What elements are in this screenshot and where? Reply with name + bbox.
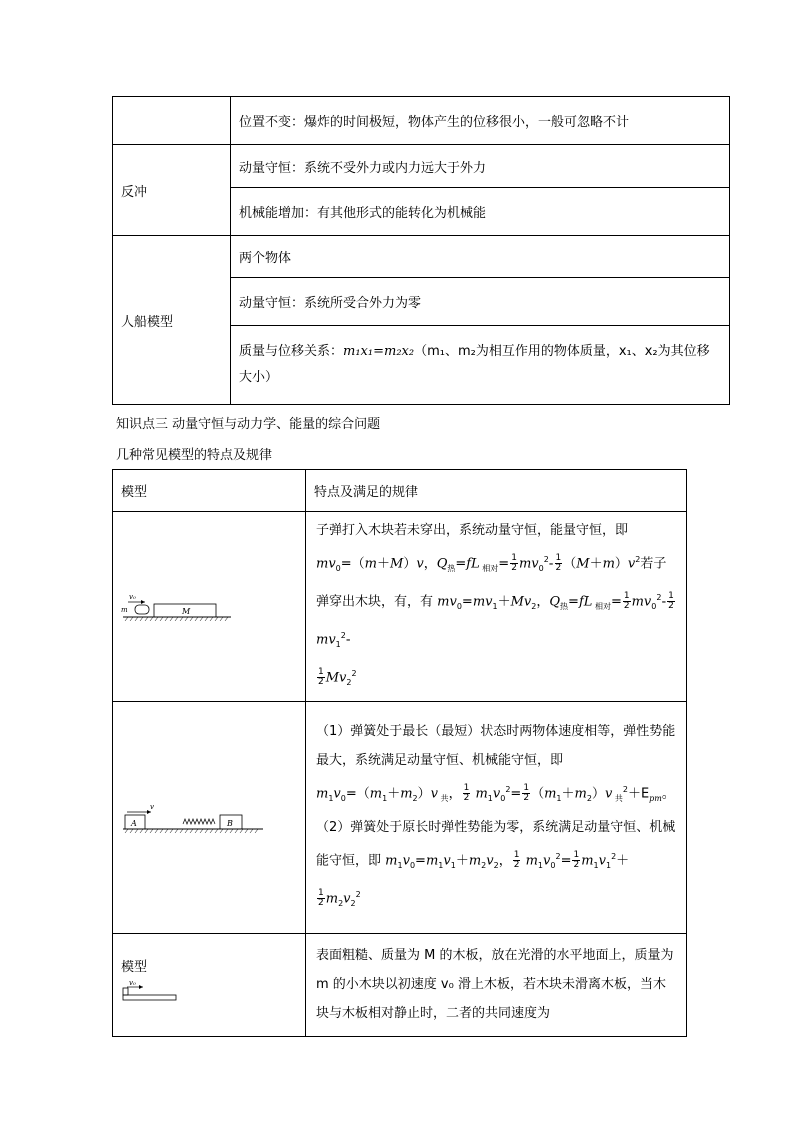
bullet-text-a: 子弹打入木块若未穿出，系统动量守恒，能量守恒，即 — [316, 523, 629, 538]
boat-row-3 — [231, 326, 730, 405]
bullet-figure-cell — [113, 512, 306, 702]
boat-label: 人船模型 — [113, 236, 231, 405]
fig-B-label: B — [227, 819, 233, 829]
empty-cell — [113, 97, 231, 145]
heading-models: 几种常见模型的特点及规律 — [116, 448, 273, 463]
board-model-label: 模型 — [121, 959, 148, 975]
spring-rules-cell: （1）弹簧处于最长（最短）状态时两物体速度相等，弹性势能最大，系统满足动量守恒、机械能守恒，即 $m_1v_0=(m_1+m_2)v$ $_共$， $\frac{1}{2}$ $m_1v_0^2=$ $\frac{1}{2}$ $(m_1+m_2)v$ $_共^2+E_{pm}$。 （2）弹簧处于原长时弹性势能为零，系统满足动量守恒、机械能守恒，即 $m_1v_0=m_1v_1+m_2v_2$， $\frac{1}{2}$ $m_1v_0^2=$ $\frac{1}{2}$ $m_1v_1^2+$ $\frac{1}{2}$ $m_2v_2^2$ — [306, 701, 687, 933]
board-figure — [121, 975, 241, 1005]
row-position: 位置不变：爆炸的时间极短，物体产生的位移很小，一般可忽略不计 — [231, 97, 730, 145]
spring-shape — [183, 819, 215, 824]
fig-v0-label: v₀ — [129, 593, 136, 602]
header-model: 模型 — [113, 470, 306, 512]
fig-A-label: A — [131, 819, 137, 829]
board-figure-cell — [113, 933, 306, 1036]
boat-mass-prefix: 质量与位移关系： — [239, 344, 344, 359]
bullet-text-b: 若子弹穿出木块，有 — [316, 556, 667, 610]
boat-mass-suffix: （m₁、m₂为相互作用的物体质量，x₁、x₂为其位移大小） — [239, 344, 710, 385]
bullet-rules-cell: 子弹打入木块若未穿出，系统动量守恒，能量守恒，即 $mv_0=(m+M)v$，$Q_热=fL$ $_{相对}$= $\frac{1}{2}$ $mv_0^2-$ $\frac{1}{2}$ $(M+m)v^2$若子弹穿出木块，有，有 $mv_0=mv_1+Mv_2$，$Q_热=fL$ $_{相对}$= $\frac{1}{2}$ $mv_0^2-$ $\frac{1}{2}$ $mv_1^2-$ $\frac{1}{2}$ $Mv_2^2$ — [306, 512, 687, 702]
recoil-label: 反冲 — [113, 145, 231, 236]
recoil-row-2: 机械能增加：有其他形式的能转化为机械能 — [231, 188, 730, 236]
boat-row-2: 动量守恒：系统所受合外力为零 — [231, 278, 730, 326]
spring-text-2: （2）弹簧处于原长时弹性势能为零，系统满足动量守恒、机械能守恒，即 — [316, 819, 676, 869]
header-rules: 特点及满足的规律 — [306, 470, 687, 512]
table-top — [112, 96, 730, 405]
table-models — [112, 469, 687, 1037]
board-fig-v0-label: v₀ — [129, 978, 136, 987]
bullet-shape — [135, 605, 149, 614]
heading-point3: 知识点三 动量守恒与动力学、能量的综合问题 — [116, 417, 381, 432]
spring-text-1: （1）弹簧处于最长（最短）状态时两物体速度相等，弹性势能最大，系统满足动量守恒、机械能守恒，即 — [316, 723, 676, 768]
board-shape — [123, 995, 176, 1000]
spring-figure-cell — [113, 701, 306, 933]
spring-figure — [113, 797, 289, 837]
fig-m-label: m — [121, 606, 128, 615]
bullet-block-figure — [113, 586, 289, 626]
fig-M-label: M — [182, 607, 191, 617]
small-block — [123, 988, 128, 995]
boat-mass-formula: m₁x₁=m₂x₂ — [343, 344, 415, 359]
fig-v-label: v — [150, 803, 154, 812]
board-rules-cell: 表面粗糙、质量为 M 的木板，放在光滑的水平地面上，质量为 m 的小木块以初速度 v₀ 滑上木板，若木块未滑离木板，当木块与木板相对静止时，二者的共同速度为 — [306, 933, 687, 1036]
recoil-row-1: 动量守恒：系统不受外力或内力远大于外力 — [231, 145, 730, 188]
boat-row-1: 两个物体 — [231, 236, 730, 278]
